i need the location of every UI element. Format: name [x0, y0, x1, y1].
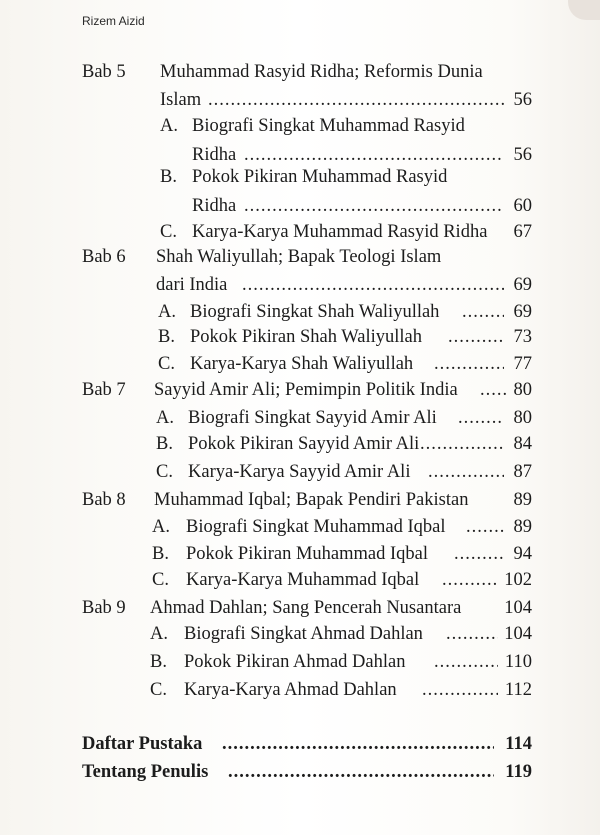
toc-section-entry — [82, 350, 532, 378]
section-letter: A. — [158, 302, 176, 322]
toc-section-entry — [82, 404, 532, 432]
dot-leader — [244, 192, 504, 220]
page-number: 67 — [513, 222, 532, 242]
section-letter: C. — [160, 222, 177, 242]
dot-leader — [208, 86, 504, 114]
toc-section-entry — [82, 298, 532, 326]
chapter-title: Muhammad Iqbal; Bapak Pendiri Pakistan — [154, 490, 469, 510]
dot-leader — [434, 648, 498, 676]
page-number: 104 — [504, 624, 532, 644]
page-number: 87 — [513, 462, 532, 482]
toc-back-matter-entry — [82, 758, 532, 786]
page-number: 110 — [504, 652, 532, 672]
toc-section-entry — [82, 218, 532, 246]
dot-leader — [428, 458, 504, 486]
page-number: 104 — [504, 598, 532, 618]
page-number: 56 — [513, 145, 532, 165]
section-title: Pokok Pikiran Muhammad Iqbal — [186, 544, 429, 564]
section-title: Karya-Karya Muhammad Rasyid Ridha — [192, 222, 488, 242]
chapter-label: Bab 9 — [82, 598, 126, 618]
page-number: 114 — [505, 734, 532, 754]
section-title: Biografi Singkat Shah Waliyullah — [190, 302, 440, 322]
section-title: Karya-Karya Shah Waliyullah — [190, 354, 414, 374]
toc-section-entry — [82, 566, 532, 594]
toc-chapter-entry — [82, 594, 532, 622]
section-title-continued: Ridha — [192, 196, 237, 216]
section-letter: B. — [156, 434, 173, 454]
chapter-title: Muhammad Rasyid Ridha; Reformis Dunia — [160, 62, 483, 82]
dot-leader — [222, 730, 494, 758]
toc-section-entry — [82, 323, 532, 351]
section-title: Pokok Pikiran Muhammad Rasyid — [192, 167, 448, 187]
page-corner — [568, 0, 600, 20]
dot-leader — [420, 430, 504, 458]
section-letter: A. — [156, 408, 174, 428]
page-number: 112 — [504, 680, 532, 700]
section-letter: B. — [160, 167, 177, 187]
section-title: Pokok Pikiran Sayyid Amir Ali — [188, 434, 420, 454]
section-title: Biografi Singkat Muhammad Iqbal — [186, 517, 446, 537]
section-letter: C. — [156, 462, 173, 482]
toc-chapter-entry — [82, 486, 532, 514]
chapter-title: Shah Waliyullah; Bapak Teologi Islam — [156, 247, 442, 267]
dot-leader — [434, 350, 504, 378]
toc-back-matter-entry — [82, 730, 532, 758]
page-number: 102 — [504, 570, 532, 590]
chapter-label: Bab 7 — [82, 380, 126, 400]
dot-leader — [446, 620, 498, 648]
section-title-continued: Ridha — [192, 145, 237, 165]
chapter-label: Bab 5 — [82, 62, 126, 82]
toc-section-entry — [82, 458, 532, 486]
page-number: 94 — [513, 544, 532, 564]
dot-leader — [458, 404, 504, 432]
section-letter: C. — [150, 680, 167, 700]
page-number: 80 — [513, 408, 532, 428]
chapter-label: Bab 8 — [82, 490, 126, 510]
section-letter: B. — [150, 652, 167, 672]
dot-leader — [242, 271, 504, 299]
page-number: 80 — [513, 380, 532, 400]
section-title: Pokok Pikiran Ahmad Dahlan — [184, 652, 406, 672]
section-title: Biografi Singkat Muhammad Rasyid — [192, 116, 465, 136]
section-letter: B. — [152, 544, 169, 564]
toc-section-title-line — [82, 163, 532, 191]
toc-section-entry — [82, 676, 532, 704]
section-letter: A. — [160, 116, 178, 136]
section-letter: B. — [158, 327, 175, 347]
section-title: Biografi Singkat Sayyid Amir Ali — [188, 408, 437, 428]
chapter-title-continued: Islam — [160, 90, 202, 110]
chapter-title-continued: dari India — [156, 275, 228, 295]
toc-chapter-title-line — [82, 243, 532, 271]
section-title: Karya-Karya Muhammad Iqbal — [186, 570, 420, 590]
page-number: 84 — [513, 434, 532, 454]
back-matter-title: Daftar Pustaka — [82, 734, 203, 754]
page-number: 69 — [513, 302, 532, 322]
page-number: 89 — [513, 517, 532, 537]
section-title: Karya-Karya Ahmad Dahlan — [184, 680, 397, 700]
toc-section-entry — [82, 513, 532, 541]
page-number: 60 — [513, 196, 532, 216]
toc-section-entry — [82, 540, 532, 568]
toc-chapter-entry — [82, 376, 532, 404]
toc-section-entry — [82, 192, 532, 220]
dot-leader — [442, 566, 498, 594]
chapter-title: Ahmad Dahlan; Sang Pencerah Nusantara — [150, 598, 462, 618]
dot-leader — [480, 376, 506, 404]
section-letter: C. — [158, 354, 175, 374]
dot-leader — [466, 513, 504, 541]
page-number: 119 — [505, 762, 532, 782]
toc-section-entry — [82, 648, 532, 676]
page-number: 56 — [513, 90, 532, 110]
toc-chapter-entry — [82, 86, 532, 114]
dot-leader — [422, 676, 498, 704]
section-title: Pokok Pikiran Shah Waliyullah — [190, 327, 422, 347]
section-title: Biografi Singkat Ahmad Dahlan — [184, 624, 423, 644]
section-letter: A. — [150, 624, 168, 644]
chapter-label: Bab 6 — [82, 247, 126, 267]
toc-section-entry — [82, 620, 532, 648]
section-letter: A. — [152, 517, 170, 537]
section-letter: C. — [152, 570, 169, 590]
dot-leader — [462, 298, 504, 326]
page-number: 69 — [513, 275, 532, 295]
back-matter-title: Tentang Penulis — [82, 762, 209, 782]
dot-leader — [228, 758, 494, 786]
section-title: Karya-Karya Sayyid Amir Ali — [188, 462, 411, 482]
page-number: 89 — [513, 490, 532, 510]
toc-section-title-line — [82, 112, 532, 140]
dot-leader — [454, 540, 504, 568]
page-number: 77 — [513, 354, 532, 374]
dot-leader — [448, 323, 504, 351]
page-number: 73 — [513, 327, 532, 347]
toc-section-entry — [82, 430, 532, 458]
toc-chapter-title-line — [82, 58, 532, 86]
running-head: Rizem Aizid — [82, 14, 145, 28]
chapter-title: Sayyid Amir Ali; Pemimpin Politik India — [154, 380, 458, 400]
toc-chapter-entry — [82, 271, 532, 299]
